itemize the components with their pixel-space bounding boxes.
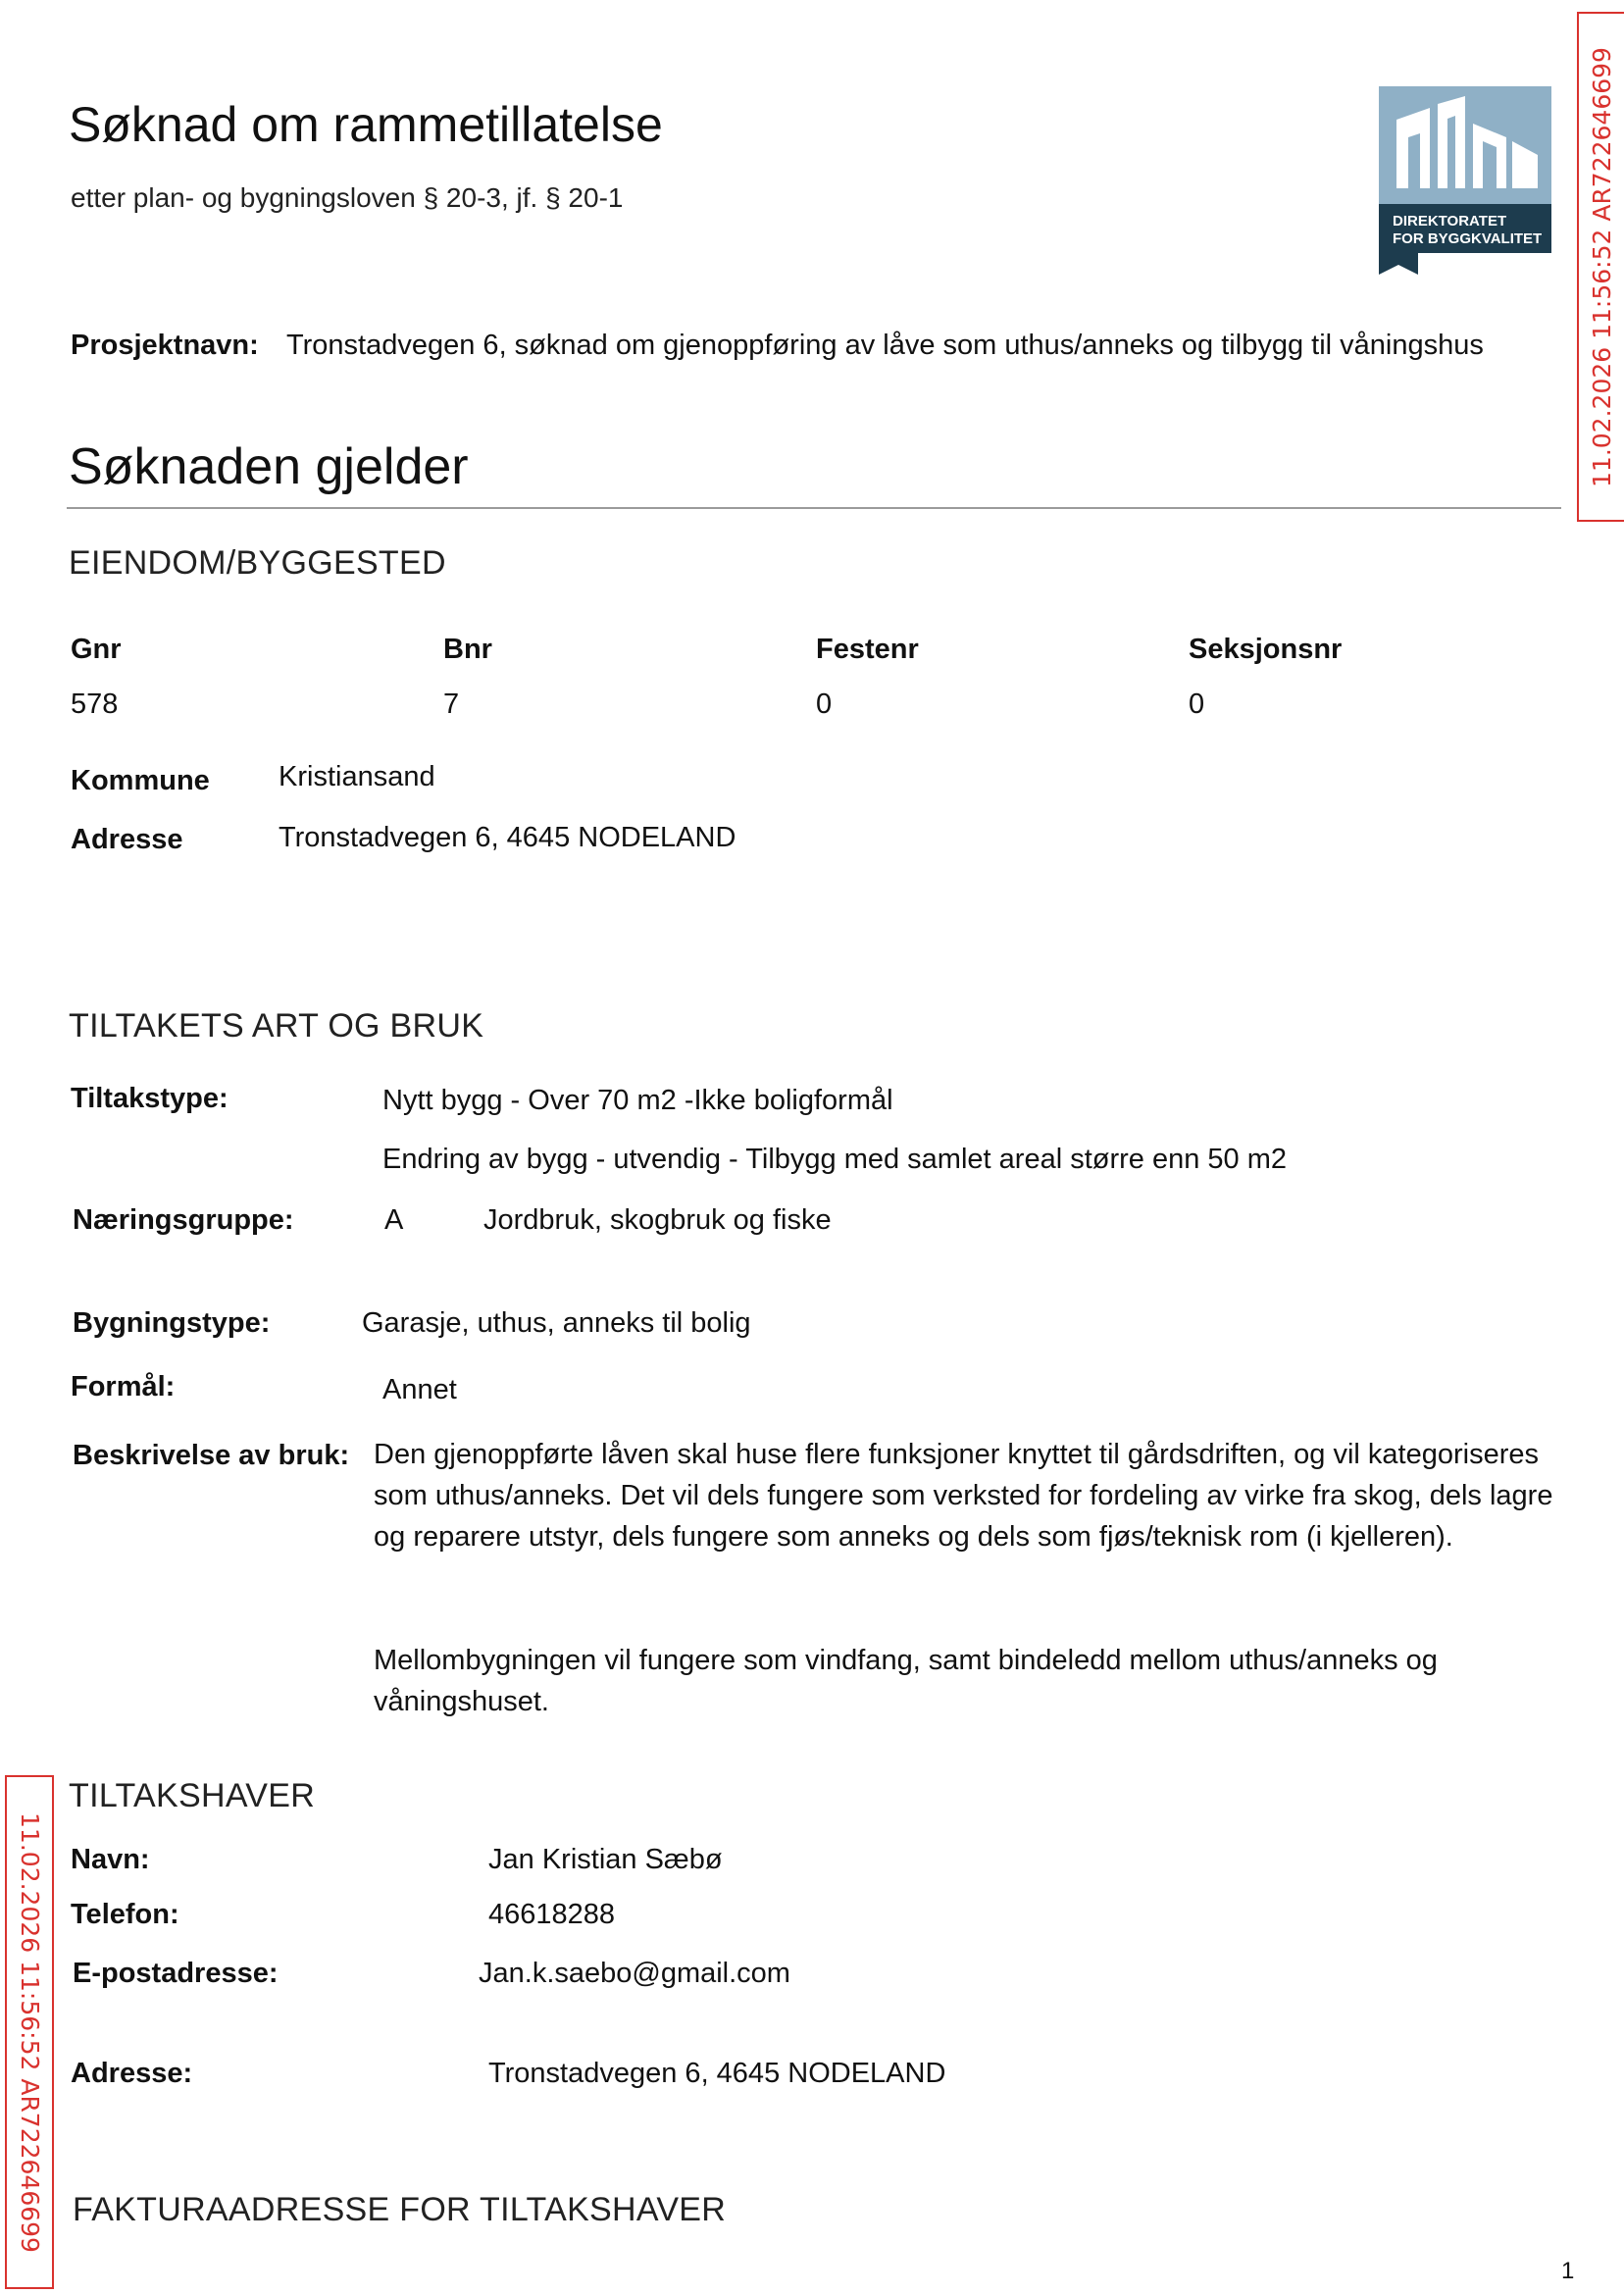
naeringsgruppe-value: Jordbruk, skogbruk og fiske [483,1204,832,1236]
kommune-value: Kristiansand [279,761,435,792]
eiendom-heading: EIENDOM/BYGGESTED [69,544,446,582]
dibk-logo [1379,86,1551,275]
seksjonsnr-value: 0 [1189,688,1205,720]
navn-label: Navn: [71,1844,150,1875]
logo-graphic [1379,86,1551,275]
tiltakstype-value-2: Endring av bygg - utvendig - Tilbygg med samlet areal større enn 50 m2 [382,1144,1288,1175]
festenr-label: Festenr [816,634,919,665]
naeringsgruppe-code: A [384,1204,404,1236]
logo-text-line2: FOR BYGGKVALITET [1393,230,1543,247]
beskrivelse-paragraph-1: Den gjenoppførte låven skal huse flere funksjoner knyttet til gårdsdriften, og vil kategoriseres som uthus/anneks. Det vil dels fungere som verksted for fordeling av virke fra skog, dels lagre og reparere utstyr, dels fungere som anneks og dels som fjøs/teknisk rom (i kjelleren). [374,1439,1553,1553]
bygningstype-value: Garasje, uthus, anneks til bolig [362,1307,751,1339]
epost-label: E-postadresse: [73,1958,279,1989]
document-subtitle: etter plan- og bygningsloven § 20-3, jf. § 20-1 [71,182,624,213]
bnr-label: Bnr [443,634,492,665]
gnr-value: 578 [71,688,119,720]
formal-value: Annet [382,1374,457,1405]
bygningstype-label: Bygningstype: [73,1307,271,1339]
page-number: 1 [1561,2258,1575,2284]
tiltakshaver-adresse-value: Tronstadvegen 6, 4645 NODELAND [488,2058,946,2089]
gnr-label: Gnr [71,634,122,665]
date-stamp-left [5,1775,54,2289]
beskrivelse-paragraph-2: Mellombygningen vil fungere som vindfang, samt bindeledd mellom uthus/anneks og våningshuset. [374,1645,1438,1717]
tiltakstype-value-1: Nytt bygg - Over 70 m2 -Ikke boligformål [382,1085,893,1116]
festenr-value: 0 [816,688,833,720]
logo-text-line1: DIREKTORATET [1393,213,1507,229]
tiltakshaver-adresse-label: Adresse: [71,2058,193,2089]
telefon-value: 46618288 [488,1899,616,1930]
navn-value: Jan Kristian Sæbø [488,1844,723,1875]
stamp-text: 11.02.2026 11:56:52 AR722646699 [15,1811,44,2253]
tiltakshaver-heading: TILTAKSHAVER [69,1777,316,1814]
adresse-label: Adresse [71,824,183,855]
kommune-label: Kommune [71,765,210,796]
bnr-value: 7 [443,688,460,720]
formal-label: Formål: [71,1371,176,1402]
adresse-value: Tronstadvegen 6, 4645 NODELAND [279,822,736,853]
naeringsgruppe-label: Næringsgruppe: [73,1204,294,1236]
project-value: Tronstadvegen 6, søknad om gjenoppføring av låve som uthus/anneks og tilbygg til våningshus [286,330,1484,361]
telefon-label: Telefon: [71,1899,179,1930]
tiltak-heading: TILTAKETS ART OG BRUK [69,1007,484,1045]
project-label: Prosjektnavn: [71,330,259,361]
faktura-heading: FAKTURAADRESSE FOR TILTAKSHAVER [73,2191,727,2228]
date-stamp-top [1577,12,1624,522]
section-title: Søknaden gjelder [69,438,469,495]
document-title: Søknad om rammetillatelse [69,97,663,152]
section-divider [67,507,1561,509]
seksjonsnr-label: Seksjonsnr [1189,634,1343,665]
stamp-text: 11.02.2026 11:56:52 AR722646699 [1587,46,1616,487]
epost-value: Jan.k.saebo@gmail.com [479,1958,790,1989]
tiltakstype-label: Tiltakstype: [71,1083,228,1114]
beskrivelse-label: Beskrivelse av bruk: [73,1440,350,1471]
